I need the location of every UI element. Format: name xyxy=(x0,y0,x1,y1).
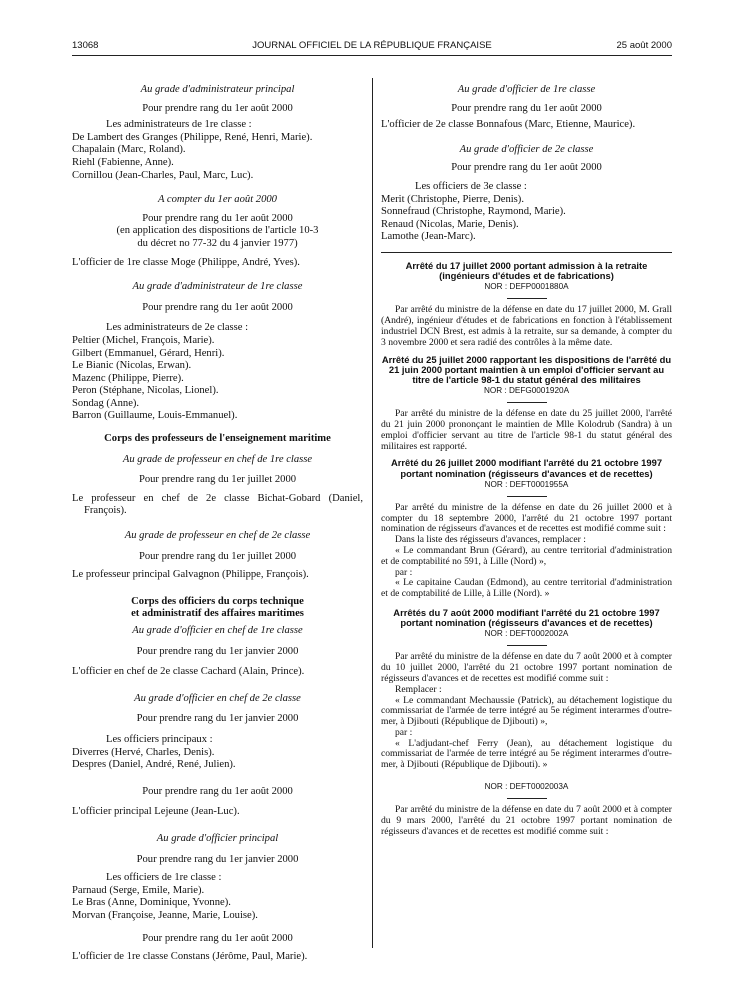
separator xyxy=(507,298,547,299)
nor-reference: NOR : DEFT0002003A xyxy=(484,782,569,792)
arrete-title: Arrêté du 17 juillet 2000 portant admission à la retraite (ingénieurs d'études et de fabrications) xyxy=(405,259,648,282)
header-rule xyxy=(72,55,672,56)
officer-entry: L'officier de 1re classe Constans (Jérôme, Paul, Marie). xyxy=(72,951,308,963)
separator xyxy=(507,645,547,646)
name-entry: Cornillou (Jean-Charles, Paul, Marc, Luc). xyxy=(72,169,254,181)
section-heading: Au grade d'administrateur de 1re classe xyxy=(132,281,303,293)
section-heading: Au grade d'officier de 2e classe xyxy=(459,143,594,155)
name-entry: Peron (Stéphane, Nicolas, Lionel). xyxy=(72,385,219,397)
rank-date: Pour prendre rang du 1er juillet 2000 xyxy=(138,474,297,486)
name-entry: Gilbert (Emmanuel, Gérard, Henri). xyxy=(72,347,225,359)
section-heading: Au grade d'officier en chef de 2e classe xyxy=(134,692,301,704)
rank-date: Pour prendre rang du 1er août 2000 xyxy=(142,932,293,944)
section-heading: Au grade de professeur en chef de 2e classe xyxy=(124,530,311,542)
arrete-title: Arrêtés du 7 août 2000 modifiant l'arrêté du 21 octobre 1997 portant nomination (régisseurs d'avances et de recettes) xyxy=(393,606,660,629)
name-entry: Peltier (Michel, François, Marie). xyxy=(72,334,215,346)
right-column xyxy=(381,84,672,837)
arrete-body: Par arrêté du ministre de la défense en date du 7 août 2000 et à compter du 9 mars 2000, l'arrêté du 21 octobre 1997 portant nomination de régisseurs d'avances et de recettes est modifié comme suit : xyxy=(381,804,672,837)
name-entry: Morvan (Françoise, Jeanne, Marie, Louise). xyxy=(72,909,258,921)
corps-heading: Corps des professeurs de l'enseignement maritime xyxy=(104,433,331,445)
officer-entry: Le professeur en chef de 2e classe Bichat-Gobard (Daniel, François). xyxy=(72,492,363,517)
rank-date: Pour prendre rang du 1er janvier 2000 xyxy=(136,713,299,725)
rank-date: Pour prendre rang du 1er août 2000 xyxy=(142,212,293,224)
section-heading: Au grade d'officier principal xyxy=(156,832,279,844)
issue-date: 25 août 2000 xyxy=(616,40,672,51)
name-entry: De Lambert des Granges (Philippe, René, Henri, Marie). xyxy=(72,131,313,143)
name-entry: Renaud (Nicolas, Marie, Denis). xyxy=(381,218,519,230)
officer-entry: Le professeur principal Galvagnon (Philippe, François). xyxy=(72,569,309,581)
column-divider xyxy=(372,78,373,948)
list-intro: Les administrateurs de 1re classe : xyxy=(106,119,252,131)
separator xyxy=(507,402,547,403)
name-entry: Sonnefraud (Christophe, Raymond, Marie). xyxy=(381,206,566,218)
arrete-title: Arrêté du 25 juillet 2000 rapportant les dispositions de l'arrêté du 21 juin 2000 portant maintien à un emploi d'officier servant au titre de l'article 98-1 du statut général des militaires xyxy=(381,353,672,385)
officer-entry: L'officier principal Lejeune (Jean-Luc). xyxy=(72,806,240,818)
separator xyxy=(507,496,547,497)
rank-date: Pour prendre rang du 1er août 2000 xyxy=(142,301,293,313)
arrete-instruction: Remplacer : xyxy=(395,683,442,695)
nor-reference: NOR : DEFG0001920A xyxy=(483,386,570,396)
officer-entry: L'officier de 2e classe Bonnafous (Marc, Etienne, Maurice). xyxy=(381,119,636,131)
name-entry: Mazenc (Philippe, Pierre). xyxy=(72,372,184,384)
name-entry: Merit (Christophe, Pierre, Denis). xyxy=(381,193,524,205)
name-entry: Le Bianic (Nicolas, Erwan). xyxy=(72,360,192,372)
arrete-title: Arrêté du 26 juillet 2000 modifiant l'arrêté du 21 octobre 1997 portant nomination (régisseurs d'avances et de recettes) xyxy=(390,457,663,479)
name-entry: Barron (Guillaume, Louis-Emmanuel). xyxy=(72,410,238,422)
name-entry: Despres (Daniel, André, René, Julien). xyxy=(72,759,236,771)
name-entry: Parnaud (Serge, Emile, Marie). xyxy=(72,884,205,896)
arrete-body: Par arrêté du ministre de la défense en date du 17 juillet 2000, M. Grall (André), ingénieur d'études et de fabrications en fonction à l'établissement industriel DCN Brest, est admis à la retraite, sur sa demande, à compter du 3 novembre 2000 et sera radié des contrôles à la même date. xyxy=(381,304,672,348)
section-heading: A compter du 1er août 2000 xyxy=(158,194,277,206)
rank-date: Pour prendre rang du 1er août 2000 xyxy=(451,102,602,114)
rank-date: Pour prendre rang du 1er janvier 2000 xyxy=(136,853,299,865)
application-note: (en application des dispositions de l'article 10-3 xyxy=(116,225,319,237)
left-column xyxy=(72,84,363,964)
corps-heading: et administratif des affaires maritimes xyxy=(131,608,304,620)
nor-reference: NOR : DEFT0001955A xyxy=(484,479,569,489)
rank-date: Pour prendre rang du 1er août 2000 xyxy=(451,162,602,174)
par-word: par : xyxy=(395,726,413,738)
par-word: par : xyxy=(395,566,413,578)
separator xyxy=(507,798,547,799)
rank-date: Pour prendre rang du 1er juillet 2000 xyxy=(138,550,297,562)
nor-reference: NOR : DEFP0001880A xyxy=(484,282,569,292)
arrete-instruction: Dans la liste des régisseurs d'avances, remplacer : xyxy=(395,534,586,546)
rank-date: Pour prendre rang du 1er août 2000 xyxy=(142,785,293,797)
quoted-entry: « Le capitaine Caudan (Edmond), au centre territorial d'administration et de comptabilité de Lille, à Lille (Nord). » xyxy=(381,577,672,600)
section-rule xyxy=(381,252,672,253)
list-intro: Les officiers de 1re classe : xyxy=(106,872,222,884)
section-heading: Au grade de professeur en chef de 1re classe xyxy=(122,453,313,465)
quoted-entry: « L'adjudant-chef Ferry (Jean), au détachement logistique du commissariat de l'armée de terre intégré au 5e régiment interarmes d'outre-mer, à Djibouti (République de Djibouti). » xyxy=(381,737,672,771)
officer-entry: L'officier en chef de 2e classe Cachard (Alain, Prince). xyxy=(72,666,305,678)
arrete-body: Par arrêté du ministre de la défense en date du 7 août 2000 et à compter du 10 juillet 2000, l'arrêté du 21 octobre 1997 portant nomination de régisseurs d'avances et de recettes est modifié comme suit : xyxy=(381,651,672,684)
section-heading: Au grade d'officier en chef de 1re classe xyxy=(132,625,303,636)
quoted-entry: « Le commandant Brun (Gérard), au centre territorial d'administration et de comptabilité no 591, à Lille (Nord) », xyxy=(381,544,672,567)
section-heading: Au grade d'officier de 1re classe xyxy=(457,84,596,95)
nor-reference: NOR : DEFT0002002A xyxy=(484,629,569,639)
name-entry: Diverres (Hervé, Charles, Denis). xyxy=(72,746,215,758)
name-entry: Riehl (Fabienne, Anne). xyxy=(72,156,174,168)
name-entry: Sondag (Anne). xyxy=(72,397,140,409)
name-entry: Le Bras (Anne, Dominique, Yvonne). xyxy=(72,897,231,909)
rank-date: Pour prendre rang du 1er janvier 2000 xyxy=(136,645,299,657)
section-heading: Au grade d'administrateur principal xyxy=(140,84,295,95)
corps-heading: Corps des officiers du corps technique xyxy=(131,595,304,607)
journal-title: JOURNAL OFFICIEL DE LA RÉPUBLIQUE FRANÇAISE xyxy=(252,40,492,51)
list-intro: Les administrateurs de 2e classe : xyxy=(106,322,249,334)
name-entry: Lamothe (Jean-Marc). xyxy=(381,231,476,243)
list-intro: Les officiers de 3e classe : xyxy=(415,180,527,192)
list-intro: Les officiers principaux : xyxy=(106,733,213,745)
application-note: du décret no 77-32 du 4 janvier 1977) xyxy=(137,237,298,249)
arrete-body: Par arrêté du ministre de la défense en date du 25 juillet 2000, l'arrêté du 21 juin 2000 prononçant le maintien de Mlle Kolodrub (Sandra) à un emploi d'officier servant au titre de l'article 98-1 du statut général des militaires est rapporté. xyxy=(381,408,672,452)
name-entry: Chapalain (Marc, Roland). xyxy=(72,144,186,156)
page-number: 13068 xyxy=(72,40,99,51)
quoted-entry: « Le commandant Mechaussie (Patrick), au détachement logistique du commissariat de l'armée de terre intégré au 5e régiment interarmes d'outre-mer, à Djibouti (République de Djibouti) », xyxy=(381,694,672,728)
arrete-body: Par arrêté du ministre de la défense en date du 26 juillet 2000 et à compter du 18 septembre 2000, l'arrêté du 21 octobre 1997 portant nomination de régisseurs d'avances et de recettes est modifié comme suit : xyxy=(381,501,672,535)
page-header xyxy=(72,40,672,56)
rank-date: Pour prendre rang du 1er août 2000 xyxy=(142,102,293,114)
officer-entry: L'officier de 1re classe Moge (Philippe, André, Yves). xyxy=(72,256,300,268)
